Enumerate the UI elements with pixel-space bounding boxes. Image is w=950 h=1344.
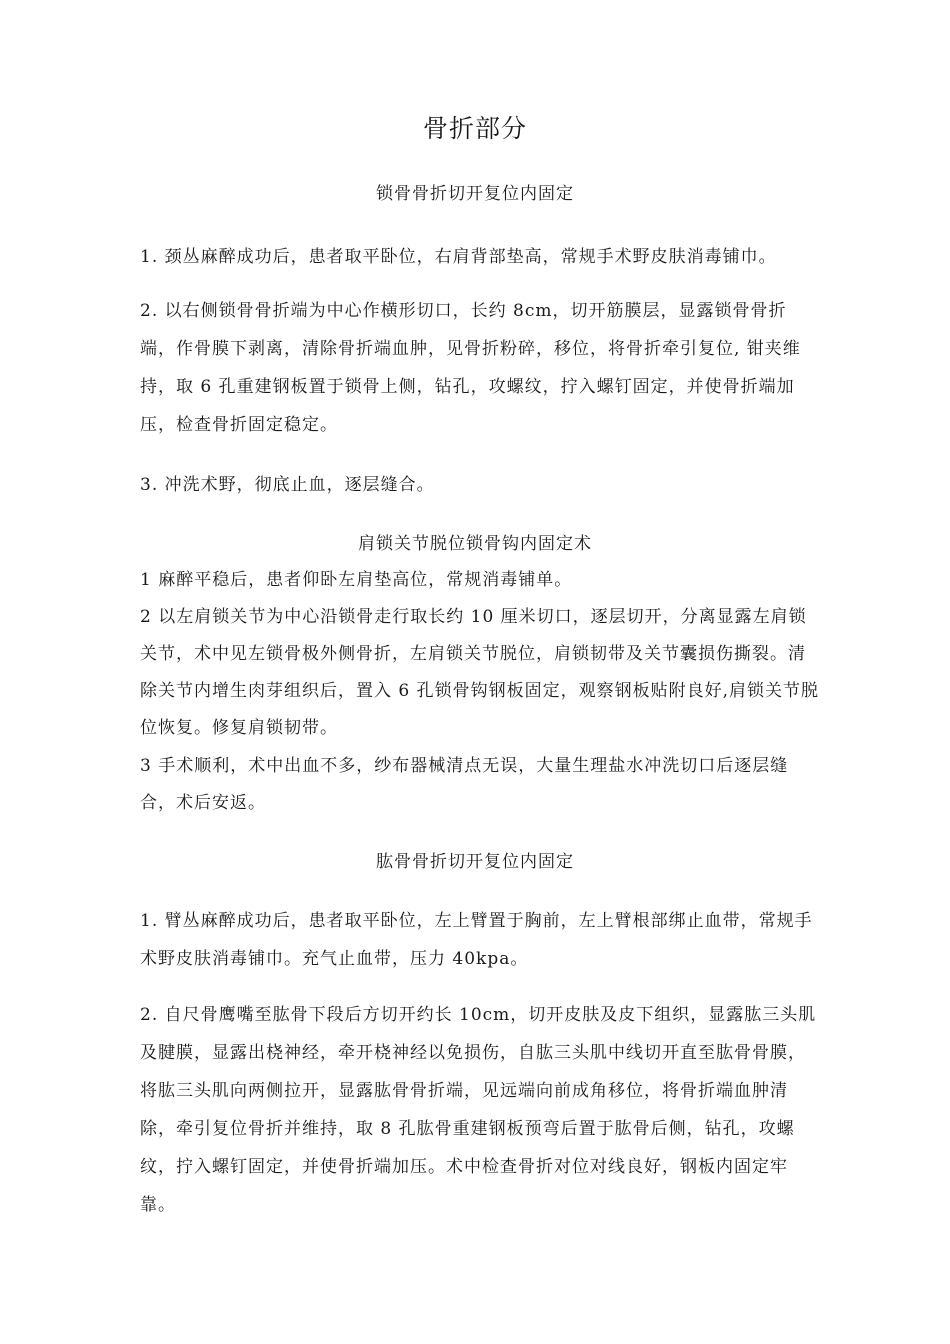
paragraph: 1. 臂丛麻醉成功后，患者取平卧位，左上臂置于胸前，左上臂根部绑止血带，常规手术野皮肤消毒铺巾。充气止血带，压力 40kpa。 <box>140 911 813 969</box>
section-heading-humerus: 肱骨骨折切开复位内固定 <box>376 852 574 872</box>
paragraph: 3 手术顺利，术中出血不多，纱布器械清点无误，大量生理盐水冲洗切口后逐层缝合，术后安返。 <box>140 756 789 813</box>
paragraph: 2 以左肩锁关节为中心沿锁骨走行取长约 10 厘米切口，逐层切开，分离显露左肩锁关节，术中见左锁骨极外侧骨折，左肩锁关节脱位，肩锁韧带及关节囊损伤撕裂。清除关节内增生肉芽组织后，置入 6 孔锁骨钩钢板固定，观察钢板贴附良好,肩锁关节脱位恢复。修复肩锁韧带。 <box>140 607 820 738</box>
section-heading-acromioclavicular: 肩锁关节脱位锁骨钩内固定术 <box>358 534 592 554</box>
page-title: 骨折部分 <box>422 114 527 143</box>
paragraph: 2. 以右侧锁骨骨折端为中心作横形切口，长约 8cm，切开筋膜层，显露锁骨骨折端，作骨膜下剥离，清除骨折端血肿，见骨折粉碎，移位，将骨折牵引复位, 钳夹维持，取 6 孔重建钢板置于锁骨上侧，钻孔，攻螺纹，拧入螺钉固定，并使骨折端加压，检查骨折固定稳定。 <box>140 301 801 435</box>
paragraph: 1 麻醉平稳后，患者仰卧左肩垫高位，常规消毒铺单。 <box>140 570 573 590</box>
section-heading-clavicle: 锁骨骨折切开复位内固定 <box>376 184 574 204</box>
paragraph: 1. 颈丛麻醉成功后，患者取平卧位，右肩背部垫高，常规手术野皮肤消毒铺巾。 <box>140 247 777 267</box>
paragraph: 3. 冲洗术野，彻底止血，逐层缝合。 <box>140 475 435 495</box>
paragraph: 2. 自尺骨鹰嘴至肱骨下段后方切开约长 10cm，切开皮肤及皮下组织，显露肱三头肌及腱膜，显露出桡神经，牵开桡神经以免损伤，自肱三头肌中线切开直至肱骨骨膜，将肱三头肌向两侧拉开，显露肱骨骨折端，见远端向前成角移位，将骨折端血肿清除，牵引复位骨折并维持，取 8 孔肱骨重建钢板预弯后置于肱骨后侧，钻孔，攻螺纹，拧入螺钉固定，并使骨折端加压。术中检查骨折对位对线良好，钢板内固定牢靠。 <box>140 1005 817 1215</box>
